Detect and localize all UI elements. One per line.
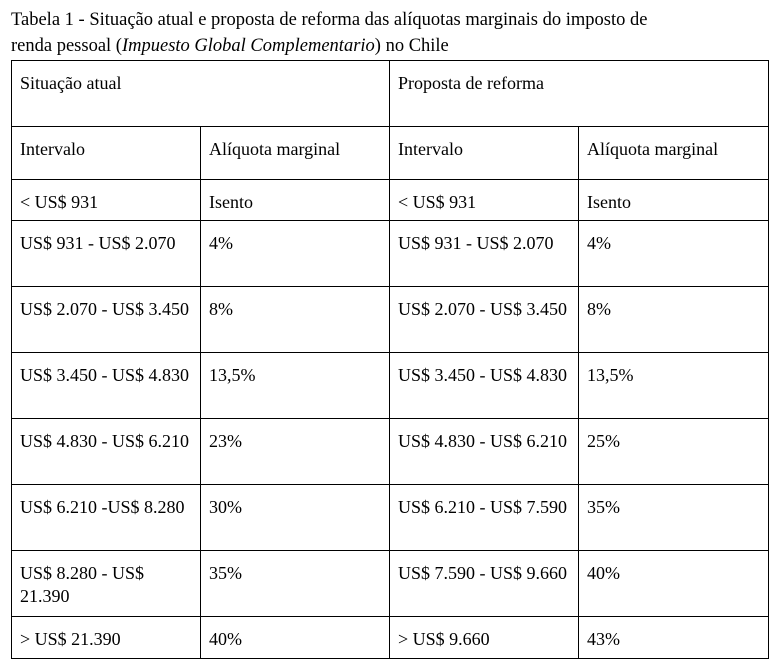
cell-interval-proposal: US$ 2.070 - US$ 3.450 [390,287,579,353]
cell-rate-proposal: 8% [579,287,769,353]
cell-rate-proposal: 25% [579,419,769,485]
table-row [12,617,769,659]
cell-interval-proposal: US$ 6.210 - US$ 7.590 [390,485,579,551]
cell-rate-current: 40% [201,617,390,659]
cell-interval-proposal: < US$ 931 [390,180,579,221]
cell-interval-proposal: US$ 931 - US$ 2.070 [390,221,579,287]
table-row [12,287,769,353]
caption-line-1: Tabela 1 - Situação atual e proposta de reforma das alíquotas marginais do imposto de [11,10,648,30]
cell-interval-current: US$ 931 - US$ 2.070 [12,221,201,287]
caption-prefix: renda pessoal ( [11,36,122,56]
table-row [12,419,769,485]
header-rate-current: Alíquota marginal [201,127,390,180]
cell-interval-current: US$ 3.450 - US$ 4.830 [12,353,201,419]
cell-rate-proposal: 43% [579,617,769,659]
cell-rate-current: 35% [201,551,390,617]
caption-line-2 [11,33,766,59]
caption-suffix: ) no Chile [374,36,449,56]
cell-rate-proposal: 40% [579,551,769,617]
header-interval-proposal: Intervalo [390,127,579,180]
tax-rates-table [11,60,769,659]
table-row [12,180,769,221]
cell-rate-proposal: 4% [579,221,769,287]
cell-rate-current: 13,5% [201,353,390,419]
cell-rate-proposal: 35% [579,485,769,551]
cell-rate-current: 8% [201,287,390,353]
cell-interval-current: > US$ 21.390 [12,617,201,659]
header-rate-proposal: Alíquota marginal [579,127,769,180]
caption-italic-term: Impuesto Global Complementario [121,36,375,56]
cell-interval-proposal: > US$ 9.660 [390,617,579,659]
cell-interval-proposal: US$ 4.830 - US$ 6.210 [390,419,579,485]
cell-rate-current: 4% [201,221,390,287]
table-row [12,485,769,551]
cell-interval-current: US$ 8.280 - US$ 21.390 [12,551,201,617]
cell-interval-current: US$ 2.070 - US$ 3.450 [12,287,201,353]
group-current: Situação atual [12,61,390,127]
table-caption [11,7,766,59]
table-row [12,221,769,287]
cell-interval-current: US$ 6.210 -US$ 8.280 [12,485,201,551]
cell-rate-proposal: Isento [579,180,769,221]
cell-interval-current: US$ 4.830 - US$ 6.210 [12,419,201,485]
cell-rate-current: 23% [201,419,390,485]
column-header-row [12,127,769,180]
table-body [12,61,769,659]
table-row [12,353,769,419]
cell-interval-proposal: US$ 3.450 - US$ 4.830 [390,353,579,419]
header-interval-current: Intervalo [12,127,201,180]
group-header-row [12,61,769,127]
cell-rate-current: 30% [201,485,390,551]
cell-rate-current: Isento [201,180,390,221]
group-proposal: Proposta de reforma [390,61,769,127]
table-row [12,551,769,617]
cell-interval-current: < US$ 931 [12,180,201,221]
cell-rate-proposal: 13,5% [579,353,769,419]
cell-interval-proposal: US$ 7.590 - US$ 9.660 [390,551,579,617]
